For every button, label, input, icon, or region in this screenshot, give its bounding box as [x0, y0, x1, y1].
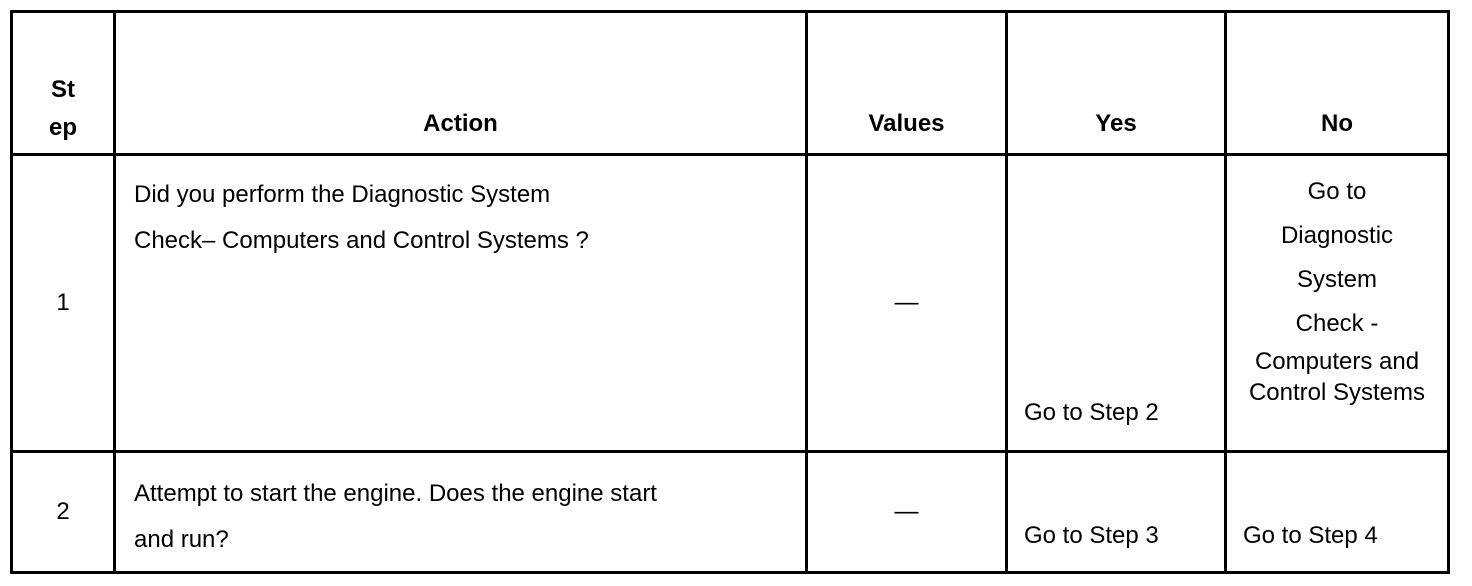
- action-text: [115, 452, 807, 573]
- header-action: Action: [115, 12, 807, 155]
- table-row: [12, 155, 1449, 452]
- table-row: [12, 452, 1449, 573]
- no-cell: [1226, 155, 1449, 452]
- values-dash: —: [894, 498, 919, 525]
- no-line: Check -: [1295, 310, 1379, 337]
- no-line: Go to: [1307, 178, 1367, 205]
- action-text: [115, 155, 807, 452]
- header-no: No: [1226, 12, 1449, 155]
- values-dash: —: [894, 289, 919, 316]
- header-values: Values: [807, 12, 1007, 155]
- action-line: and run?: [134, 526, 229, 553]
- step-number: 1: [12, 155, 115, 452]
- header-step: [12, 12, 115, 155]
- header-row: [12, 12, 1449, 155]
- yes-cell: Go to Step 3: [1007, 452, 1226, 573]
- action-line: Check– Computers and Control Systems ?: [134, 227, 589, 254]
- yes-cell: Go to Step 2: [1007, 155, 1226, 452]
- no-line: Control Systems: [1248, 379, 1426, 406]
- no-cell: Go to Step 4: [1226, 452, 1449, 573]
- step-number: 2: [12, 452, 115, 573]
- no-line: Computers and: [1254, 348, 1420, 375]
- action-line: Attempt to start the engine. Does the engine start: [134, 480, 657, 507]
- header-step-line1: St: [51, 76, 75, 103]
- no-line: Diagnostic: [1280, 222, 1394, 249]
- action-line: Did you perform the Diagnostic System: [134, 181, 551, 208]
- diagnostic-table: [10, 10, 1450, 574]
- values-cell: [807, 452, 1007, 573]
- header-step-line2: ep: [48, 114, 77, 141]
- no-line: System: [1296, 266, 1377, 293]
- header-yes: Yes: [1007, 12, 1226, 155]
- values-cell: [807, 155, 1007, 452]
